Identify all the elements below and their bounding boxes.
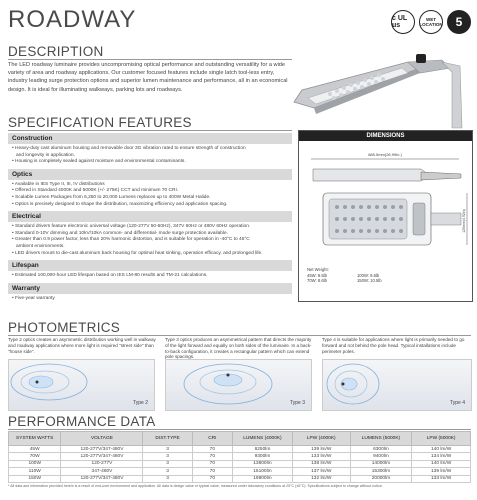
table-cell: 70 [192,475,232,482]
column-header: VOLTAGE [61,432,143,446]
type-2-diagram [8,359,155,411]
spec-line: • Housing is completely sealed against moisture and environmental contaminants. [12,159,186,165]
spec-section-title: Lifespan [8,260,292,271]
table-cell: 3 [143,453,192,460]
warranty-5-logo: 5 [447,10,471,34]
spec-rule [8,130,292,131]
table-cell: 120-277V/347-480V [61,446,143,453]
spec-line: • Standard drivers feature electronic universal voltage (120-277V 50-60Hz), 347V 60Hz or 480V 60Hz operation. [12,224,251,230]
table-cell: 150W [9,475,61,482]
table-cell: 45W [9,446,61,453]
certification-logos [391,10,471,34]
table-row [9,475,471,482]
ul-logo: c UL us [391,10,415,34]
spec-line: • Estimated 100,000-hour LED lifespan based on IES LM-80 results and TM-21 calculations. [12,273,208,279]
photometric-type-4 [322,337,472,411]
table-cell: 138 lm/W [292,460,350,467]
type-3-description: Type 3 optics produces an asymmetrical pattern that directs the majority of the light forward and equally on both sides of the luminaire. In a back-to-back configuration, it creates a rectangular pattern which can extend pole spacings. [165,337,312,360]
table-cell: 70 [192,453,232,460]
wet-location-logo: WET LOCATION [419,10,443,34]
type-4-description: Type 4 is suitable for applications where light is primarily needed to go forward and not behind the pole head. Typical installations include perimeter poles. [322,337,465,354]
photometrics-heading: PHOTOMETRICS [8,320,121,335]
table-cell: 20000lm [350,475,412,482]
table-row [9,468,471,475]
spec-sections [8,133,292,305]
table-cell: 70W [9,453,61,460]
type-4-label: Type 4 [449,400,465,406]
performance-table-wrap [8,431,471,488]
page-title: ROADWAY [8,6,137,33]
photometric-type-3 [165,337,315,411]
table-cell: 13800lm [233,460,293,467]
net-weight-block [307,267,382,284]
table-row [9,460,471,467]
table-cell: 140 lm/W [412,446,471,453]
table-cell: 6300lm [350,446,412,453]
description-heading: DESCRIPTION [8,44,104,59]
description-text: The LED roadway luminaire provides uncompromising optical performance and outstanding versatility for a wide variety of area and roadway applications. Our customer focused features include single latch tool-less entry, industry leading surge protection options and superior lumen maintenance and performance, all in an economical design. It is ideal for illuminating walkways, parking lots and roadways. [8,62,288,93]
table-cell: 347-480V [61,468,143,475]
description-rule [8,59,292,60]
column-header: LPW (4000K) [292,432,350,446]
weight-item: 100W: 9.6lb [356,272,380,278]
table-cell: 3 [143,468,192,475]
spec-line: ambient environments. [12,243,65,249]
table-cell: 120-277V [61,460,143,467]
spec-line: • Five-year warranty [12,295,55,301]
spec-line: and longevity in application. [12,152,75,158]
spec-section-text [8,222,292,260]
table-cell: 15100lm [233,468,293,475]
photometric-type-2 [8,337,158,411]
column-header: LUMENS (4000K) [233,432,293,446]
type-3-diagram [165,359,312,411]
spec-section-text [8,180,292,211]
performance-footnote: * All data and information provided herein is a result of end-user environment and application. All data is design value or typical value, measured under laboratory conditions at 25°C (±5°C). Specifications subject to change without notice. [8,483,383,488]
type-4-diagram [322,359,472,411]
spec-section-text [8,271,292,283]
table-cell: 3 [143,475,192,482]
table-cell: 70 [192,446,232,453]
table-row [9,446,471,453]
spec-line: • Offered in Standard 4000K and 5000K (+/- 275K) CCT and minimum 70 CRI. [12,188,179,194]
spec-section-title: Electrical [8,211,292,222]
spec-section-text [8,294,292,306]
spec-heading: SPECIFICATION FEATURES [8,115,192,130]
performance-rule [8,429,471,430]
column-header: LPW (5000K) [412,432,471,446]
table-cell: 9400lm [350,453,412,460]
spec-section-title: Optics [8,169,292,180]
dimensions-panel [298,130,473,302]
table-cell: 3 [143,446,192,453]
table-cell: 70 [192,460,232,467]
spec-line: • Greater than 0.9 power factor, less than 20% harmonic distortion, and is suitable for operation in -40°C to 45°C [12,237,250,243]
table-cell: 15300lm [350,468,412,475]
spec-line: • LED drivers mount to die-cast aluminum back housing for optimal heat sinking, operation efficacy, and prolonged life. [12,250,263,256]
table-cell: 139 lm/W [292,446,350,453]
dimensions-title: DIMENSIONS [299,131,472,141]
table-cell: 6250lm [233,446,293,453]
spec-line: • Heavy-duty cast aluminum housing and removable door 3G vibration rated to ensure strength of construction [12,146,246,151]
spec-section-title: Construction [8,133,292,144]
type-3-label: Type 3 [289,400,305,406]
table-cell: 140 lm/W [412,460,471,467]
table-cell: 120-277V/347-480V [61,475,143,482]
type-2-label: Type 2 [132,400,148,406]
luminaire-product-image [290,40,470,130]
type-2-description: Type 2 optics creates an asymmetric distribution working well in walkway and roadway applications where more light is required "street side" than "house side". [8,337,156,354]
table-cell: 120-277V/347-480V [61,453,143,460]
table-cell: 14000lm [350,460,412,467]
weight-item: 70W: 8.6lb [307,278,327,283]
table-header-row [9,432,471,446]
table-cell: 19800lm [233,475,293,482]
table-cell: 134 lm/W [412,453,471,460]
table-cell: 133 lm/W [412,475,471,482]
weight-item: 150W: 10.5lb [356,278,382,283]
table-cell: 137 lm/W [292,468,350,475]
weight-item: 45W: 8.5lb [307,272,327,278]
table-cell: 70 [192,468,232,475]
table-cell: 3 [143,460,192,467]
spec-line: • Available in IES Type II, III, IV distributions [12,181,105,187]
table-cell: 133 lm/W [292,453,350,460]
net-weight-heading: Net Weight: [307,267,329,272]
column-header: LUMENS (5000K) [350,432,412,446]
table-cell: 9300lm [233,453,293,460]
spec-section-title: Warranty [8,283,292,294]
spec-line: • Standard 0-10V dimming and 10kV/10kA common- and differential- mode surge protection available. [12,230,228,236]
performance-heading: PERFORMANCE DATA [8,414,156,429]
table-cell: 100W [9,460,61,467]
photometrics-rule [8,335,471,336]
table-cell: 132 lm/W [292,475,350,482]
table-cell: 139 lm/W [412,468,471,475]
column-header: DIST.TYPE [143,432,192,446]
side-label: 125mm(4.92in) [462,209,466,233]
performance-table [8,431,471,483]
length-label: 685.5mm(26.99in.) [368,152,402,157]
column-header: SYSTEM WATTS [9,432,61,446]
spec-line: • Scalable Lumen Packages from 6,250 to 20,000 Lumens replaces up to 400W Metal Halide. [12,194,211,200]
table-cell: 110W [9,468,61,475]
column-header: CRI [192,432,232,446]
table-row [9,453,471,460]
spec-line: • Optics is precisely designed to shape the distribution, maximizing efficiency and application spacing. [12,201,228,207]
spec-section-text [8,144,292,169]
